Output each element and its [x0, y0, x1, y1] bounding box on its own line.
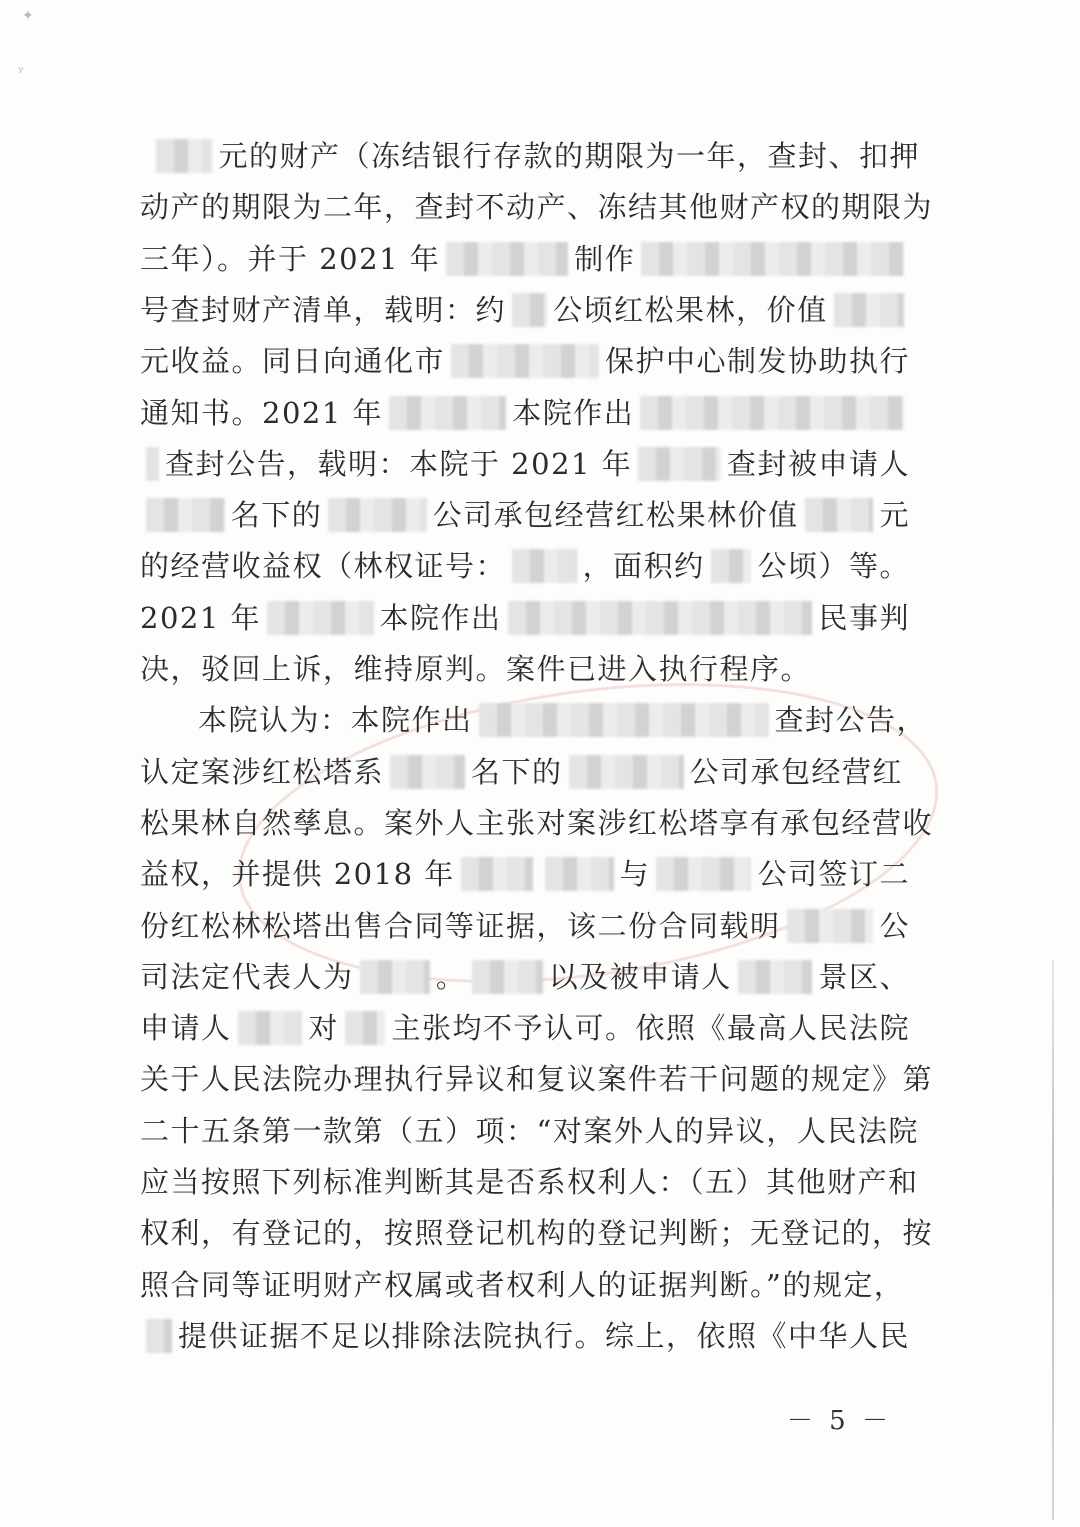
- redacted-text: [479, 703, 769, 737]
- text-segment: 公司承包经营红: [689, 754, 904, 789]
- text-line: [140, 1259, 910, 1311]
- redacted-text: [569, 755, 684, 789]
- redacted-text: [345, 1011, 386, 1045]
- text-line: [140, 540, 910, 592]
- text-segment: 查封被申请人: [726, 446, 910, 481]
- redacted-text: [446, 242, 568, 276]
- text-segment: 查封公告，: [774, 703, 928, 738]
- text-segment: 民事判: [818, 600, 910, 635]
- redacted-text: [451, 344, 599, 378]
- text-segment: 本院作出: [512, 395, 635, 430]
- text-line: [140, 643, 910, 695]
- text-segment: 保护中心制发协助执行: [604, 344, 910, 379]
- text-line: [140, 181, 934, 233]
- text-segment: 应当按照下列标准判断其是否系权利人：（五）其他财产和: [140, 1165, 919, 1199]
- redacted-text: [390, 755, 465, 789]
- text-segment: 与: [619, 857, 651, 892]
- redacted-text: [156, 139, 212, 173]
- scan-edge-shadow: [1052, 960, 1054, 1520]
- text-line: [140, 900, 910, 952]
- text-segment: 元的财产（冻结银行存款的期限为一年，查封、扣押: [218, 139, 920, 173]
- text-segment: 二十五条第一款第（五）项：“对案外人的异议，人民法院: [140, 1113, 919, 1148]
- text-segment: 三年）。并于 2021 年: [140, 241, 441, 276]
- redacted-text: [545, 857, 613, 891]
- text-segment: 名下的: [471, 754, 563, 789]
- text-line: [140, 797, 934, 849]
- text-line: [140, 1002, 910, 1054]
- text-segment: 动产的期限为二年，查封不动产、冻结其他财产权的期限为: [140, 190, 934, 225]
- text-line: [140, 233, 910, 285]
- redacted-text: [360, 960, 430, 994]
- text-segment: 司法定代表人为: [140, 959, 354, 994]
- text-segment: 以及被申请人: [548, 959, 732, 994]
- text-line: [140, 592, 910, 644]
- text-segment: 公顷红松果林，价值: [553, 292, 828, 327]
- redacted-text: [267, 601, 373, 635]
- redacted-text: [656, 857, 751, 891]
- text-line: [140, 1053, 934, 1105]
- text-segment: 公司承包经营红松果林价值: [432, 498, 799, 533]
- text-segment: 通知书。2021 年: [140, 395, 384, 430]
- text-line: [140, 694, 968, 746]
- redacted-text: [805, 498, 874, 532]
- text-line: [140, 848, 910, 900]
- redacted-text: [146, 1319, 172, 1353]
- text-line: [140, 130, 920, 182]
- text-segment: 制作: [574, 241, 636, 276]
- text-segment: 认定案涉红松塔系: [140, 754, 385, 789]
- text-segment: 查封公告，载明：本院于 2021 年: [164, 446, 633, 481]
- text-segment: 公司签订二: [757, 857, 910, 892]
- text-segment: 景区、: [818, 959, 910, 994]
- text-segment: 益权，并提供 2018 年: [140, 857, 455, 892]
- text-segment: 关于人民法院办理执行异议和复议案件若干问题的规定》第: [140, 1062, 934, 1097]
- text-segment: ，面积约: [582, 549, 705, 584]
- page-number: － 5 －: [786, 1406, 892, 1436]
- redacted-text: [640, 396, 904, 430]
- text-line: [140, 438, 910, 490]
- redacted-text: [146, 447, 159, 481]
- text-segment: 主张均不予认可。依照《最高人民法院: [391, 1011, 910, 1046]
- text-line: [140, 1207, 934, 1259]
- redacted-text: [641, 242, 904, 276]
- text-segment: 元收益。同日向通化市: [140, 344, 446, 379]
- redacted-text: [834, 293, 904, 327]
- text-segment: 申请人: [140, 1011, 232, 1046]
- redacted-text: [787, 909, 874, 943]
- redacted-text: [238, 1011, 303, 1045]
- text-line: [140, 387, 910, 439]
- text-line: [140, 951, 910, 1003]
- redacted-text: [146, 498, 225, 532]
- redacted-text: [512, 293, 547, 327]
- text-segment: 松果林自然孳息。案外人主张对案涉红松塔享有承包经营收: [140, 805, 934, 840]
- text-segment: 对: [308, 1011, 339, 1046]
- text-segment: 元: [879, 498, 910, 533]
- text-line: [140, 284, 910, 336]
- text-segment: 本院作出: [379, 600, 502, 635]
- text-line: [140, 1156, 919, 1208]
- redacted-text: [711, 549, 752, 583]
- text-line: [140, 335, 910, 387]
- text-line: [140, 746, 910, 798]
- text-segment: 公: [879, 908, 910, 943]
- redacted-text: [638, 447, 721, 481]
- redacted-text: [512, 549, 577, 583]
- scan-speck: ✦: [22, 8, 34, 24]
- text-segment: 公顷）等。: [757, 549, 910, 584]
- text-segment: 决，驳回上诉，维持原判。案件已进入执行程序。: [140, 652, 812, 686]
- text-segment: 号查封财产清单，载明：约: [140, 292, 507, 327]
- text-segment: 权利，有登记的，按照登记机构的登记判断；无登记的，按: [140, 1216, 934, 1251]
- redacted-text: [508, 601, 813, 635]
- redacted-text: [328, 498, 426, 532]
- redacted-text: [461, 857, 534, 891]
- redacted-text: [472, 960, 542, 994]
- text-segment: 2021 年: [140, 600, 262, 635]
- text-segment: 本院认为：本院作出: [198, 703, 473, 738]
- text-line: [140, 1310, 910, 1362]
- text-segment: 名下的: [230, 498, 323, 533]
- text-segment: 照合同等证明财产权属或者权利人的证据判断。”的规定，: [140, 1267, 905, 1302]
- text-line: [140, 1105, 919, 1157]
- redacted-text: [738, 960, 813, 994]
- text-segment: 提供证据不足以排除法院执行。综上，依照《中华人民: [177, 1318, 910, 1353]
- redacted-text: [389, 396, 506, 430]
- text-segment: 的经营收益权（林权证号：: [140, 549, 507, 584]
- text-segment: 份红松林松塔出售合同等证据，该二份合同载明: [140, 908, 781, 943]
- text-line: [140, 489, 910, 541]
- scan-speck: ᵞ: [18, 64, 24, 80]
- text-segment: 。: [435, 959, 467, 994]
